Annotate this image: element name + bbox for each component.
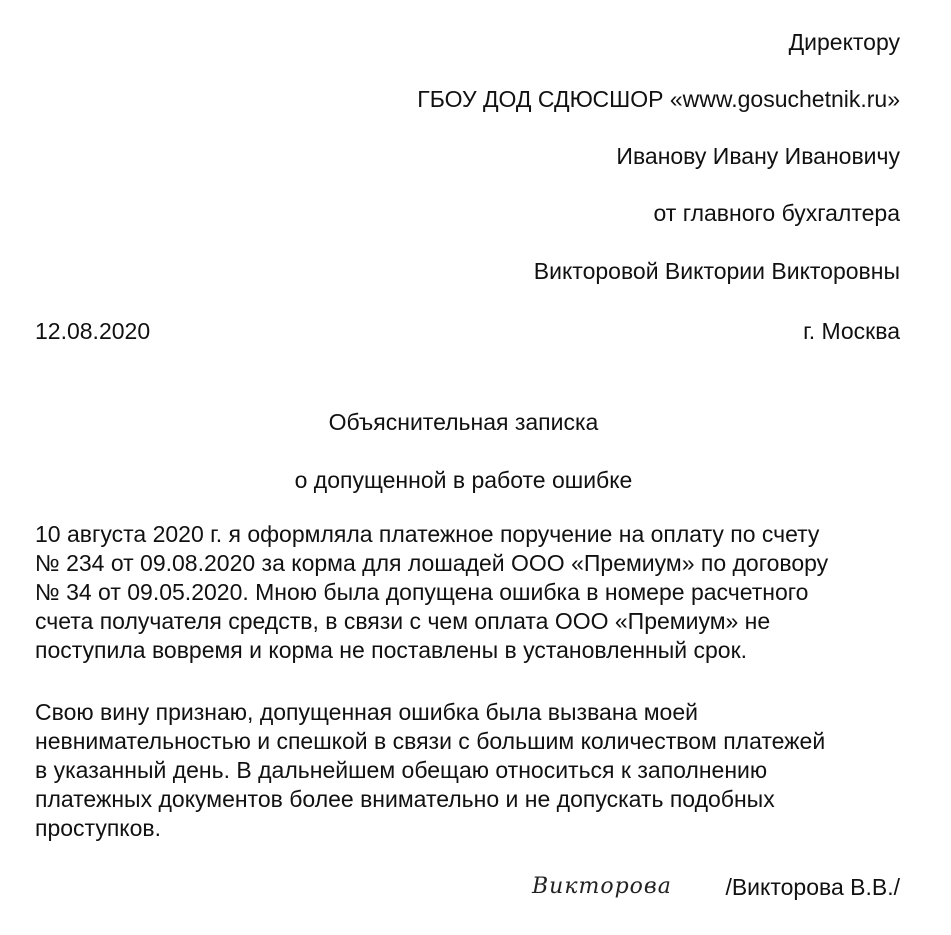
paragraph-line: 10 августа 2020 г. я оформляла платежное поручение на оплату по счету xyxy=(35,521,820,547)
document-date: 12.08.2020 xyxy=(35,318,151,344)
body-paragraph-2 xyxy=(35,698,915,843)
recipient-title: Директору xyxy=(788,29,900,55)
sender-title: от главного бухгалтера xyxy=(653,200,900,226)
paragraph-line: поступила вовремя и корма не поставлены в установленный срок. xyxy=(35,637,748,663)
recipient-organization: ГБОУ ДОД СДЮСШОР «www.gosuchetnik.ru» xyxy=(417,86,900,112)
paragraph-line: № 234 от 09.08.2020 за корма для лошадей ООО «Премиум» по договору xyxy=(35,550,829,576)
paragraph-line: № 34 от 09.05.2020. Мною была допущена ошибка в номере расчетного xyxy=(35,579,809,605)
paragraph-line: платежных документов более внимательно и не допускать подобных xyxy=(35,786,775,812)
body-paragraph-1 xyxy=(35,520,915,665)
recipient-name: Иванову Ивану Ивановичу xyxy=(616,143,900,169)
paragraph-line: в указанный день. В дальнейшем обещаю относиться к заполнению xyxy=(35,757,768,783)
document-title: Объяснительная записка xyxy=(328,409,599,435)
document-city: г. Москва xyxy=(803,318,900,344)
paragraph-line: проступков. xyxy=(35,815,162,841)
sender-name: Викторовой Виктории Викторовны xyxy=(533,258,900,284)
signature-printed-name: /Викторова В.В./ xyxy=(725,874,900,900)
paragraph-line: счета получателя средств, в связи с чем оплата ООО «Премиум» не xyxy=(35,608,771,634)
paragraph-line: невнимательностью и спешкой в связи с большим количеством платежей xyxy=(35,728,826,754)
handwritten-signature: Викторова xyxy=(532,874,672,899)
document-subtitle: о допущенной в работе ошибке xyxy=(294,467,633,493)
paragraph-line: Свою вину признаю, допущенная ошибка была вызвана моей xyxy=(35,699,698,725)
